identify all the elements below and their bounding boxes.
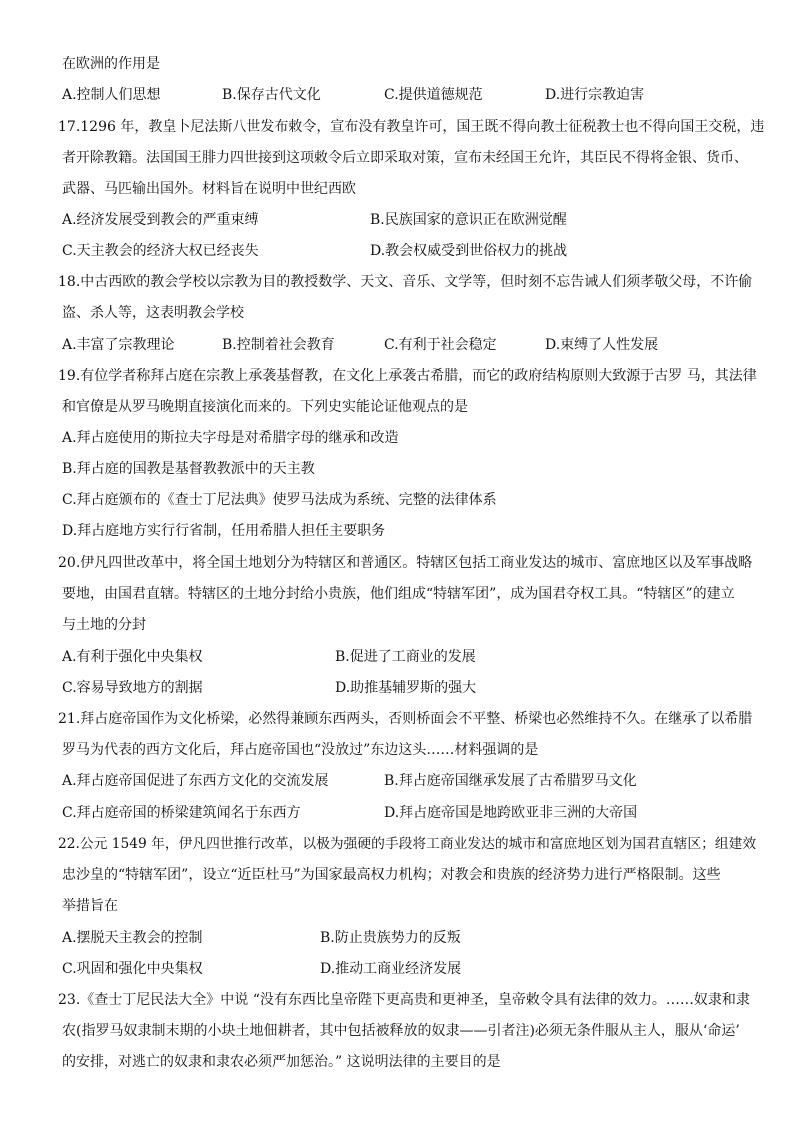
q21-option-c[interactable]: C.拜占庭帝国的桥梁建筑闻名于东西方 [62,805,301,821]
q19-option-d[interactable]: D.拜占庭地方实行行省制，任用希腊人担任主要职务 [62,523,386,539]
q21-option-a[interactable]: A.拜占庭帝国促进了东西方文化的交流发展 [62,773,329,789]
question-20-line-3: 与土地的分封 [62,617,146,633]
q18-option-b[interactable]: B.控制着社会教育 [222,337,335,353]
q17-option-d[interactable]: D.教会权威受到世俗权力的挑战 [370,243,568,259]
question-20-line-1: 20.伊凡四世改革中，将全国土地划分为特辖区和普通区。特辖区包括工商业发达的城市、富庶地区以及军事战略 [58,555,753,571]
question-18-line-1: 18.中古西欧的教会学校以宗教为目的教授数学、天文、音乐、文学等，但时刻不忘告诫人们须孝敬父母，不许偷 [58,274,753,290]
q19-option-a[interactable]: A.拜占庭使用的斯拉夫字母是对希腊字母的继承和改造 [62,430,399,446]
q22-option-b[interactable]: B.防止贵族势力的反叛 [320,930,461,946]
question-20-line-2: 要地，由国君直辖。特辖区的土地分封给小贵族，他们组成“特辖军团”，成为国君夺权工具。“特辖区”的建立 [62,586,735,602]
q20-option-d[interactable]: D.助推基辅罗斯的强大 [335,680,477,696]
q22-option-d[interactable]: D.推动工商业经济发展 [320,961,462,977]
question-16-continuation: 在欧洲的作用是 [62,56,160,72]
question-22-line-1: 22.公元 1549 年，伊凡四世推行改革，以极为强硬的手段将工商业发达的城市和富庶地区划为国君直辖区；组建效 [58,836,757,852]
q20-option-a[interactable]: A.有利于强化中央集权 [62,649,203,665]
question-17-line-2: 者开除教籍。法国国王腓力四世接到这项敕令后立即采取对策，宣布未经国王允许，其臣民不得将金银、货币、 [62,150,748,166]
q16-option-b[interactable]: B.保存古代文化 [222,87,321,103]
question-18-line-2: 盗、杀人等，这表明教会学校 [62,305,244,321]
question-19-line-2: 和官僚是从罗马晚期直接演化而来的。下列史实能论证他观点的是 [62,399,468,415]
q22-option-a[interactable]: A.摆脱天主教会的控制 [62,930,203,946]
q17-option-a[interactable]: A.经济发展受到教会的严重束缚 [62,212,259,228]
q18-option-d[interactable]: D.束缚了人性发展 [545,337,659,353]
q21-option-d[interactable]: D.拜占庭帝国是地跨欧亚非三洲的大帝国 [384,805,638,821]
q17-option-b[interactable]: B.民族国家的意识正在欧洲觉醒 [370,212,567,228]
question-23-line-1: 23.《查士丁尼民法大全》中说 “没有东西比皇帝陛下更高贵和更神圣，皇帝敕令具有法律的效力。……奴隶和隶 [58,992,750,1008]
question-23-line-2: 农(指罗马奴隶制末期的小块土地佃耕者，其中包括被释放的奴隶——引者注)必须无条件服从主人，服从‘命运’ [62,1023,740,1039]
q17-option-c[interactable]: C.天主教会的经济大权已经丧失 [62,243,259,259]
question-17-line-1: 17.1296 年，教皇卜尼法斯八世发布敕令，宣布没有教皇许可，国王既不得向教士征税教士也不得向国王交税，违 [58,119,765,135]
q19-option-c[interactable]: C.拜占庭颁布的《查士丁尼法典》使罗马法成为系统、完整的法律体系 [62,492,497,508]
q18-option-c[interactable]: C.有利于社会稳定 [384,337,497,353]
q21-option-b[interactable]: B.拜占庭帝国继承发展了古希腊罗马文化 [384,773,637,789]
q20-option-b[interactable]: B.促进了工商业的发展 [335,649,476,665]
question-22-line-2: 忠沙皇的“特辖军团”，设立“近臣杜马”为国家最高权力机构；对教会和贵族的经济势力进行严格限制。这些 [62,867,721,883]
question-22-line-3: 举措旨在 [62,898,118,914]
q22-option-c[interactable]: C.巩固和强化中央集权 [62,961,203,977]
q16-option-c[interactable]: C.提供道德规范 [384,87,483,103]
question-17-line-3: 武器、马匹输出国外。材料旨在说明中世纪西欧 [62,181,356,197]
q20-option-c[interactable]: C.容易导致地方的割据 [62,680,203,696]
q16-option-a[interactable]: A.控制人们思想 [62,87,161,103]
q16-option-d[interactable]: D.进行宗教迫害 [545,87,645,103]
question-21-line-1: 21.拜占庭帝国作为文化桥梁，必然得兼顾东西两头，否则桥面会不平整、桥梁也必然维持不久。在继承了以希腊 [58,711,753,727]
question-21-line-2: 罗马为代表的西方文化后，拜占庭帝国也“没放过”东边这头……材料强调的是 [62,742,539,758]
question-23-line-3: 的安排，对逃亡的奴隶和隶农必须严加惩治。” 这说明法律的主要目的是 [62,1054,501,1070]
q18-option-a[interactable]: A.丰富了宗教理论 [62,337,175,353]
q19-option-b[interactable]: B.拜占庭的国教是基督教教派中的天主教 [62,461,315,477]
question-19-line-1: 19.有位学者称拜占庭在宗教上承袭基督教，在文化上承袭古希腊，而它的政府结构原则大致源于古罗 马，其法律 [58,368,757,384]
